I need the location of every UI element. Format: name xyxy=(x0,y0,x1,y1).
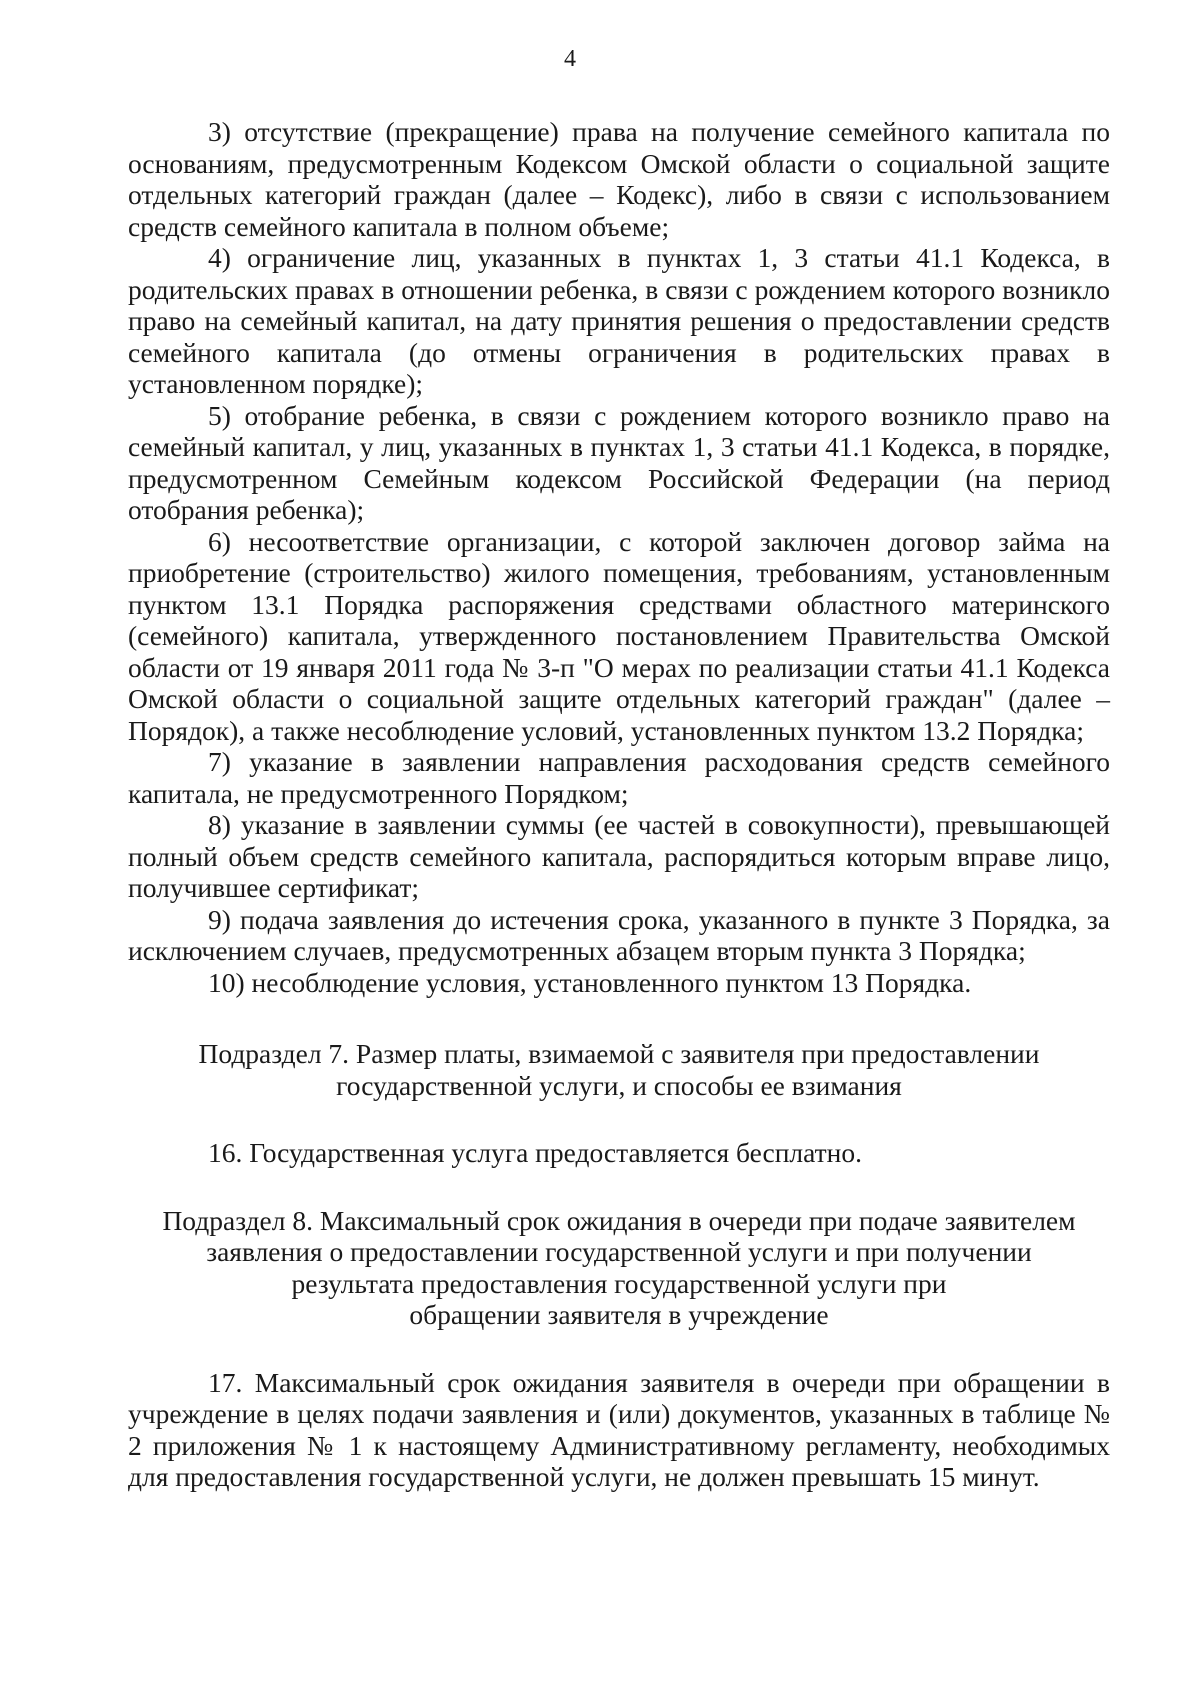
subsection-7-heading xyxy=(128,1038,1110,1101)
list-item-4: 4) ограничение лиц, указанных в пунктах 1, 3 статьи 41.1 Кодекса, в родительских правах в отношении ребенка, в связи с рождением которого возникло право на семейный капитал, на дату принятия решения о предоставлении средств семейного капитала (до отмены ограничения в родительских правах в установленном порядке); xyxy=(128,242,1110,399)
subsection-7-line-1: Подраздел 7. Размер платы, взимаемой с заявителя при предоставлении xyxy=(198,1038,1040,1069)
subsection-8-line-2: заявления о предоставлении государственной услуги и при получении xyxy=(206,1236,1032,1267)
list-item-6: 6) несоответствие организации, с которой заключен договор займа на приобретение (строительство) жилого помещения, требованиям, установленным пунктом 13.1 Порядка распоряжения средствами областного материнского (семейного) капитала, утвержденного постановлением Правительства Омской области от 19 января 2011 года № 3-п "О мерах по реализации статьи 41.1 Кодекса Омской области о социальной защите отдельных категорий граждан" (далее – Порядок), а также несоблюдение условий, установленных пунктом 13.2 Порядка; xyxy=(128,525,1110,746)
list-item-9: 9) подача заявления до истечения срока, указанного в пункте 3 Порядка, за исключением случаев, предусмотренных абзацем вторым пункта 3 Порядка; xyxy=(128,903,1110,966)
page-number: 4 xyxy=(564,46,576,72)
clause-16: 16. Государственная услуга предоставляется бесплатно. xyxy=(208,1137,862,1168)
subsection-7-line-2: государственной услуги, и способы ее взимания xyxy=(336,1069,902,1101)
list-item-3: 3) отсутствие (прекращение) права на получение семейного капитала по основаниям, предусмотренным Кодексом Омской области о социальной защите отдельных категорий граждан (далее – Кодекс), либо в связи с использованием средств семейного капитала в полном объеме; xyxy=(128,116,1110,242)
list-item-8: 8) указание в заявлении суммы (ее частей в совокупности), превышающей полный объем средств семейного капитала, распорядиться которым вправе лицо, получившее сертификат; xyxy=(128,809,1110,903)
subsection-8-line-3: результата предоставления государственной услуги при xyxy=(291,1267,947,1299)
subsection-8-heading xyxy=(128,1205,1110,1331)
list-item-5: 5) отобрание ребенка, в связи с рождением которого возникло право на семейный капитал, у лиц, указанных в пунктах 1, 3 статьи 41.1 Кодекса, в порядке, предусмотренном Семейным кодексом Российской Федерации (на период отобрания ребенка); xyxy=(128,399,1110,525)
subsection-8-line-1: Подраздел 8. Максимальный срок ожидания в очереди при подаче заявителем xyxy=(162,1204,1076,1236)
list-item-10: 10) несоблюдение условия, установленного пунктом 13 Порядка. xyxy=(208,966,972,998)
document-body xyxy=(128,116,1110,1493)
clause-17: 17. Максимальный срок ожидания заявителя в очереди при обращении в учреждение в целях подачи заявления и (или) документов, указанных в таблице № 2 приложения № 1 к настоящему Административному регламенту, необходимых для предоставления государственной услуги, не должен превышать 15 минут. xyxy=(128,1366,1110,1492)
list-item-7: 7) указание в заявлении направления расходования средств семейного капитала, не предусмотренного Порядком; xyxy=(128,746,1110,809)
subsection-8-line-4: обращении заявителя в учреждение xyxy=(409,1299,829,1330)
